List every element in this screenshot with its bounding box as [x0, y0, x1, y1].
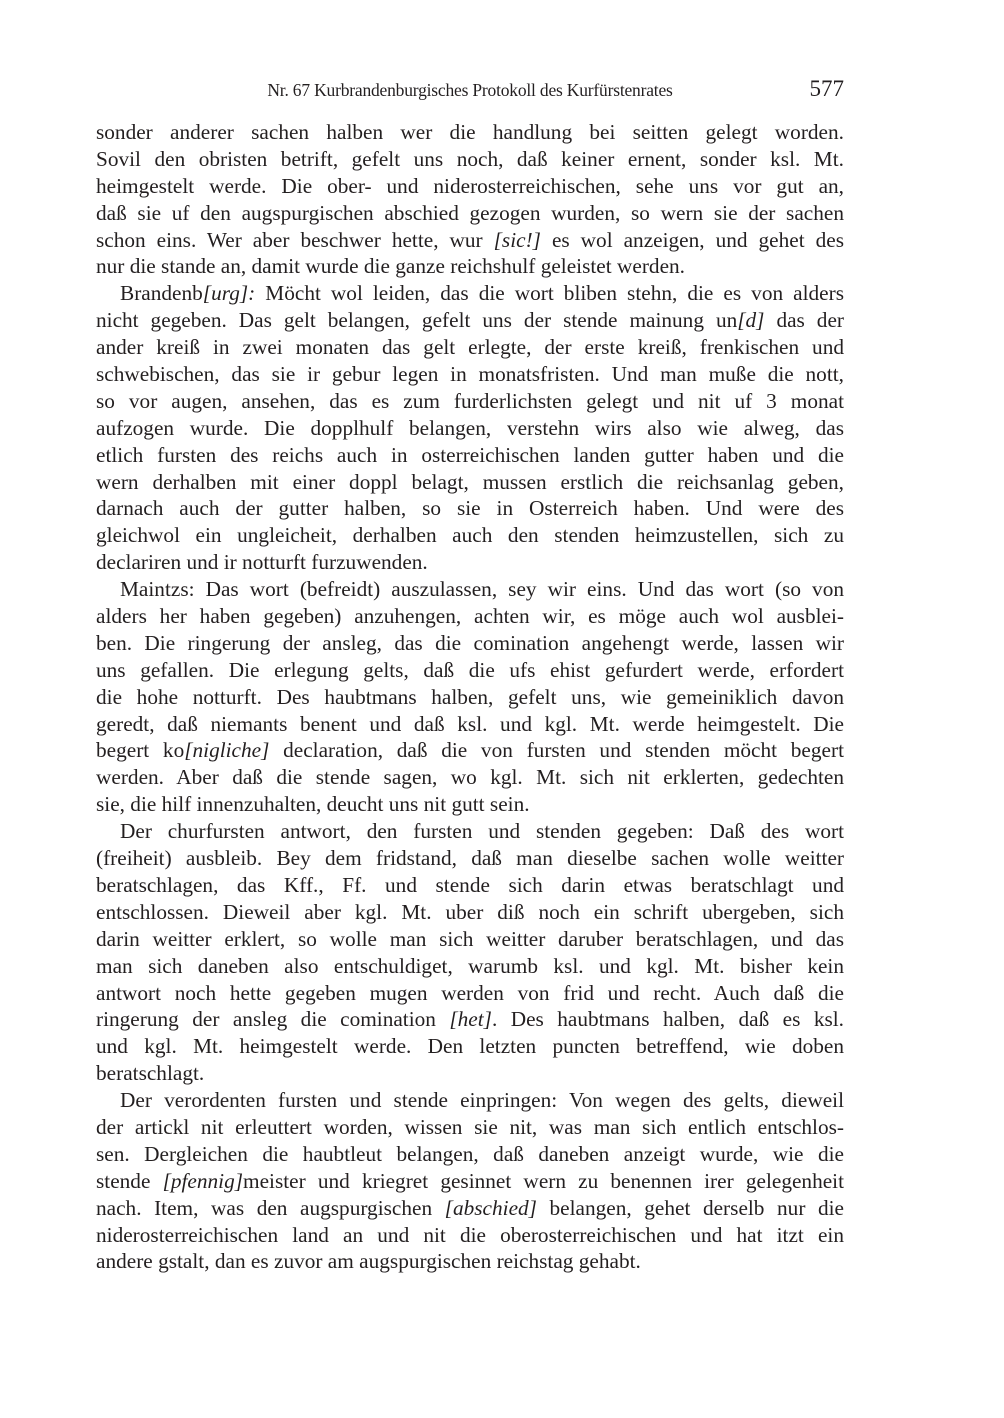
text-segment: aufzogen wurde. Die dopplhulf belangen, verstehn wirs also wie alweg, das	[96, 415, 844, 440]
text-segment: schon eins. Wer aber beschwer hette, wur	[96, 227, 494, 252]
text-segment: schwebischen, das sie ir gebur legen in monatsfristen. Und man muße die nott,	[96, 362, 844, 387]
text-segment: andere gstalt, dan es zuvor am augspurgischen reichstag gehabt.	[96, 1249, 641, 1274]
text-segment: darin weitter erklert, so wolle man sich weitter daruber beratschlagen, und das	[96, 926, 844, 951]
text-segment: Brandenb	[120, 281, 203, 306]
text-segment: wern derhalben mit einer doppl belagt, mussen erstlich die reichsanlag geben,	[96, 469, 844, 494]
text-line	[96, 1114, 844, 1141]
text-segment: stende	[96, 1168, 163, 1193]
text-segment: declariren und ir notturft furzuwenden.	[96, 550, 428, 575]
text-line	[96, 119, 844, 146]
text-line	[96, 1060, 844, 1087]
text-segment: man sich daneben also entschuldiget, warumb ksl. und kgl. Mt. bisher kein	[96, 953, 844, 978]
text-segment: sie, die hilf innenzuhalten, deucht uns nit gutt sein.	[96, 792, 530, 817]
editorial-insertion: [urg]:	[202, 281, 256, 306]
text-segment: Maintzs: Das wort (befreidt) auszulassen, sey wir eins. Und das wort (so von	[120, 577, 844, 602]
text-segment: alders her haben gegeben) anzuhengen, achten wir, es möge auch wol ausblei-	[96, 604, 844, 629]
text-segment: daß sie uf den augspurgischen abschied gezogen wurden, so wern sie der sachen	[96, 200, 844, 225]
text-line	[96, 980, 844, 1007]
text-line	[96, 1248, 844, 1275]
text-line	[96, 845, 844, 872]
text-line	[96, 711, 844, 738]
running-header-title: Nr. 67 Kurbrandenburgisches Protokoll des Kurfürstenrates	[267, 80, 673, 100]
text-segment: Der churfursten antwort, den fursten und stenden gegeben: Daß des wort	[120, 819, 844, 844]
text-line	[96, 818, 844, 845]
paragraph	[96, 119, 844, 280]
text-segment: niderosterreichischen land an und nit die oberosterreichischen und hat itzt ein	[96, 1222, 844, 1247]
text-segment: begert ko	[96, 738, 185, 763]
text-segment: beratschlagt.	[96, 1061, 205, 1086]
text-line	[96, 684, 844, 711]
text-segment: Der verordenten fursten und stende einpringen: Von wegen des gelts, dieweil	[120, 1088, 844, 1113]
text-line	[96, 1006, 844, 1033]
text-segment: antwort noch hette gegeben mugen werden von frid und recht. Auch daß die	[96, 980, 844, 1005]
text-line	[96, 146, 844, 173]
text-line	[96, 280, 844, 307]
text-segment: nicht gegeben. Das gelt belangen, gefelt uns der stende mainung un	[96, 308, 738, 333]
text-segment: darnach auch der gutter halben, so sie in Osterreich haben. Und were des	[96, 496, 844, 521]
text-line	[96, 657, 844, 684]
text-segment: und kgl. Mt. heimgestelt werde. Den letzten puncten betreffend, wie doben	[96, 1034, 844, 1059]
text-line	[96, 1087, 844, 1114]
text-segment: es wol anzeigen, und gehet des	[540, 227, 844, 252]
text-segment: ringerung der ansleg die comination	[96, 1007, 450, 1032]
text-line	[96, 253, 844, 280]
text-segment: meister und kriegret gesinnet wern zu benennen irer gelegenheit	[243, 1168, 844, 1193]
paragraph	[96, 1087, 844, 1275]
paragraph	[96, 576, 844, 818]
text-segment: uns gefallen. Die erlegung gelts, daß die ufs ehist gefurdert werde, erfordert	[96, 657, 844, 682]
text-line	[96, 1168, 844, 1195]
text-segment: so vor augen, ansehen, das es zum furderlichsten gelegt und nit uf 3 monat	[96, 388, 844, 413]
text-segment: etlich fursten des reichs auch in osterreichischen landen gutter haben und die	[96, 442, 844, 467]
text-segment: . Des haubtmans halben, daß es ksl.	[491, 1007, 844, 1032]
text-segment: belangen, gehet derselb nur die	[536, 1195, 844, 1220]
text-line	[96, 469, 844, 496]
text-line	[96, 899, 844, 926]
text-segment: das der	[764, 308, 844, 333]
paragraph	[96, 818, 844, 1087]
text-line	[96, 872, 844, 899]
text-line	[96, 1222, 844, 1249]
text-line	[96, 227, 844, 254]
editorial-insertion: [d]	[737, 308, 765, 333]
text-segment: Sovil den obristen betrift, gefelt uns noch, daß keiner ernent, sonder ksl. Mt.	[96, 146, 844, 171]
editorial-insertion: [pfennig]	[162, 1168, 244, 1193]
editorial-insertion: [sic!]	[493, 227, 541, 252]
text-segment: werden. Aber daß die stende sagen, wo kgl. Mt. sich nit erklerten, gedechten	[96, 765, 844, 790]
text-segment: sonder anderer sachen halben wer die handlung bei seitten gelegt worden.	[96, 120, 844, 144]
body-text	[96, 119, 844, 1275]
text-line	[96, 307, 844, 334]
text-segment: heimgestelt werde. Die ober- und niderosterreichischen, sehe uns vor gut an,	[96, 173, 844, 198]
text-line	[96, 953, 844, 980]
text-segment: nach. Item, was den augspurgischen	[96, 1195, 445, 1220]
text-line	[96, 630, 844, 657]
text-line	[96, 415, 844, 442]
text-segment: nur die stande an, damit wurde die ganze reichshulf geleistet werden.	[96, 254, 685, 279]
page-number: 577	[809, 76, 844, 101]
text-line	[96, 926, 844, 953]
text-line	[96, 603, 844, 630]
text-segment: declaration, daß die von fursten und stenden möcht begert	[269, 738, 844, 763]
text-segment: ben. Die ringerung der ansleg, das die comination angehengt werde, lassen wir	[96, 630, 844, 655]
text-line	[96, 764, 844, 791]
text-line	[96, 442, 844, 469]
editorial-insertion: [nigliche]	[184, 738, 270, 763]
text-segment: geredt, daß niemants benent und daß ksl. und kgl. Mt. werde heimgestelt. Die	[96, 711, 844, 736]
text-line	[96, 791, 844, 818]
text-line	[96, 334, 844, 361]
text-line	[96, 495, 844, 522]
text-line	[96, 549, 844, 576]
text-segment: sen. Dergleichen die haubtleut belangen, daß daneben anzeigt wurde, wie die	[96, 1141, 844, 1166]
text-line	[96, 200, 844, 227]
text-segment: ander kreiß in zwei monaten das gelt erlegte, der erste kreiß, frenkischen und	[96, 335, 844, 360]
text-line	[96, 1033, 844, 1060]
text-segment: (freiheit) ausbleib. Bey dem fridstand, daß man dieselbe sachen wolle weitter	[96, 846, 844, 871]
paragraph	[96, 280, 844, 576]
text-line	[96, 1195, 844, 1222]
text-segment: die hohe notturft. Des haubtmans halben, gefelt uns, wie gemeiniklich davon	[96, 684, 844, 709]
text-line	[96, 1141, 844, 1168]
editorial-insertion: [abschied]	[444, 1195, 537, 1220]
text-line	[96, 737, 844, 764]
text-line	[96, 173, 844, 200]
text-line	[96, 576, 844, 603]
text-segment: beratschlagen, das Kff., Ff. und stende sich darin etwas beratschlagt und	[96, 872, 844, 897]
text-segment: entschlossen. Dieweil aber kgl. Mt. uber diß noch ein schrift ubergeben, sich	[96, 899, 844, 924]
text-segment: der artickl nit erleuttert worden, wissen sie nit, was man sich entlich entschlos-	[96, 1114, 844, 1139]
text-line	[96, 361, 844, 388]
text-segment: gleichwol ein ungleicheit, derhalben auch den stenden heimzustellen, sich zu	[96, 523, 844, 548]
editorial-insertion: [het]	[449, 1007, 492, 1032]
text-line	[96, 388, 844, 415]
text-segment: Möcht wol leiden, das die wort bliben stehn, die es von alders	[255, 281, 844, 306]
text-line	[96, 522, 844, 549]
